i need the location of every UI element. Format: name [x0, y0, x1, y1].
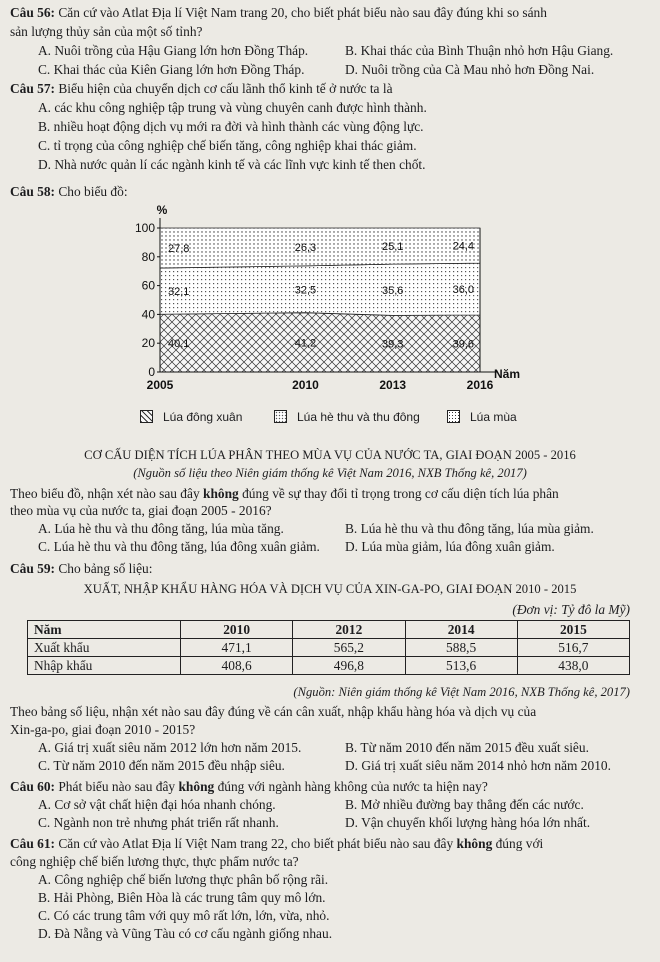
y-tick-label: 40 [141, 307, 155, 322]
series-area-he-thu [160, 263, 480, 315]
q57-option-d[interactable]: D. Nhà nước quản lí các ngành kinh tế và các lĩnh vực kinh tế then chốt. [38, 157, 426, 172]
table-cell: 565,2 [293, 639, 405, 657]
data-label: 27,8 [168, 243, 190, 256]
q58-question [10, 486, 559, 502]
legend-label-mua: Lúa mùa [470, 410, 517, 424]
q58-question-text: Theo biểu đồ, nhận xét nào sau đây [10, 486, 203, 501]
y-axis-title: % [156, 203, 168, 217]
q60-option-d[interactable]: D. Vận chuyển khối lượng hàng hóa lớn nhất. [345, 815, 591, 830]
table-header-row [28, 621, 630, 639]
q60-label: Câu 60: [10, 779, 56, 794]
table-row [28, 657, 630, 675]
q56-option-c[interactable]: C. Khai thác của Kiên Giang lớn hơn Đồng Tháp. [38, 62, 305, 77]
q58-chart-caption: CƠ CẤU DIỆN TÍCH LÚA PHÂN THEO MÙA VỤ CỦA NƯỚC TA, GIAI ĐOẠN 2005 - 2016 [84, 448, 576, 462]
y-tick-label: 100 [134, 221, 155, 235]
q61-option-c[interactable]: C. Có các trung tâm với quy mô rất lớn, lớn, vừa, nhỏ. [38, 908, 330, 923]
x-tick-label: 2016 [466, 378, 494, 392]
x-axis-title: Năm [494, 367, 521, 381]
data-label: 39,3 [382, 338, 404, 351]
q59-stem [10, 561, 152, 577]
data-label: 25,1 [382, 241, 404, 254]
q59-option-a[interactable]: A. Giá trị xuất siêu năm 2012 lớn hơn năm 2015. [38, 740, 302, 755]
data-label: 32,1 [168, 286, 190, 299]
q58-option-a[interactable]: A. Lúa hè thu và thu đông tăng, lúa mùa tăng. [38, 521, 284, 536]
q61-option-d[interactable]: D. Đà Nẵng và Vũng Tàu có cơ cấu ngành giống nhau. [38, 926, 333, 941]
data-label: 41,2 [294, 337, 317, 350]
q59-option-c[interactable]: C. Từ năm 2010 đến năm 2015 đều nhập siêu. [38, 758, 285, 773]
q58-label: Câu 58: [10, 184, 56, 199]
q59-question-cont: Xin-ga-po, giai đoạn 2010 - 2015? [10, 722, 196, 737]
q56-option-a[interactable]: A. Nuôi trồng của Hậu Giang lớn hơn Đồng Tháp. [38, 43, 309, 58]
q57-option-c[interactable]: C. tỉ trọng của công nghiệp chế biến tăng, công nghiệp khai thác giảm. [38, 138, 417, 153]
legend-item-dong-xuan [140, 410, 242, 424]
table-cell: 516,7 [517, 639, 629, 657]
q58-option-d[interactable]: D. Lúa mùa giảm, lúa đông xuân giảm. [345, 539, 555, 554]
legend-swatch-dong-xuan [140, 410, 153, 423]
legend-swatch-mua [447, 410, 460, 423]
series-area-mua [160, 228, 480, 268]
data-label: 36,0 [452, 284, 474, 297]
q58-text: Cho biểu đồ: [55, 184, 128, 199]
table-header-cell: 2012 [293, 621, 405, 639]
data-label: 24,4 [452, 240, 474, 253]
q60-text-2: đúng với ngành hàng không của nước ta hiện nay? [214, 779, 488, 794]
legend-item-he-thu [274, 410, 420, 424]
q59-option-b[interactable]: B. Từ năm 2010 đến năm 2015 đều xuất siêu. [345, 740, 589, 755]
data-label: 39,6 [452, 338, 474, 351]
q59-option-d[interactable]: D. Giá trị xuất siêu năm 2014 nhỏ hơn năm 2010. [345, 758, 611, 773]
table-cell: 471,1 [181, 639, 293, 657]
q57-text: Biểu hiện của chuyển dịch cơ cấu lãnh thổ kinh tế ở nước ta là [55, 81, 393, 96]
series-area-dong-xuan [160, 313, 480, 372]
q59-data-table [27, 620, 630, 675]
legend-item-mua [447, 410, 517, 424]
table-header-cell: 2014 [405, 621, 517, 639]
q58-option-b[interactable]: B. Lúa hè thu và thu đông tăng, lúa mùa giảm. [345, 521, 594, 536]
q60-emphasis: không [178, 779, 215, 794]
table-header-cell: 2015 [517, 621, 629, 639]
q59-label: Câu 59: [10, 561, 56, 576]
data-label: 35,6 [382, 284, 404, 297]
y-tick-label: 0 [148, 365, 155, 379]
q61-emphasis: không [456, 836, 493, 851]
legend-label-dong-xuan: Lúa đông xuân [163, 410, 243, 424]
table-header-cell: Năm [28, 621, 181, 639]
q59-table-unit: (Đơn vị: Tỷ đô la Mỹ) [512, 602, 630, 617]
table-cell: 408,6 [181, 657, 293, 675]
rice-area-chart [0, 198, 660, 418]
q60-option-b[interactable]: B. Mở nhiều đường bay thẳng đến các nước. [345, 797, 584, 812]
q61-text: Căn cứ vào Atlat Địa lí Việt Nam trang 22, cho biết phát biểu nào sau đây [55, 836, 457, 851]
data-label: 40,1 [168, 338, 190, 351]
q61-label: Câu 61: [10, 836, 56, 851]
q57-option-b[interactable]: B. nhiều hoạt động dịch vụ mới ra đời và hình thành các vùng động lực. [38, 119, 424, 134]
q56-text: Căn cứ vào Atlat Địa lí Việt Nam trang 20, cho biết phát biểu nào sau đây đúng khi so sánh [55, 5, 547, 20]
q59-table-source: (Nguồn: Niên giám thống kê Việt Nam 2016, NXB Thống kê, 2017) [293, 685, 630, 699]
q61-option-b[interactable]: B. Hải Phòng, Biên Hòa là các trung tâm quy mô lớn. [38, 890, 326, 905]
legend-label-he-thu: Lúa hè thu và thu đông [297, 410, 420, 424]
data-label: 26,3 [294, 241, 317, 254]
q60-option-a[interactable]: A. Cơ sở vật chất hiện đại hóa nhanh chóng. [38, 797, 276, 812]
table-cell: 513,6 [405, 657, 517, 675]
x-tick-label: 2005 [146, 378, 174, 392]
data-label: 32,5 [294, 284, 317, 297]
q59-table-title: XUẤT, NHẬP KHẨU HÀNG HÓA VÀ DỊCH VỤ CỦA XIN-GA-PO, GIAI ĐOẠN 2010 - 2015 [83, 582, 577, 596]
q56-stem [10, 5, 547, 21]
q61-stem [10, 836, 543, 852]
table-header-cell: 2010 [181, 621, 293, 639]
q58-chart-source: (Nguồn số liệu theo Niên giám thống kê Việt Nam 2016, NXB Thống kê, 2017) [133, 466, 527, 480]
q59-text: Cho bảng số liệu: [55, 561, 153, 576]
q57-stem [10, 81, 393, 97]
y-tick-label: 60 [141, 278, 155, 293]
q58-question-emphasis: không [203, 486, 239, 501]
y-tick-label: 20 [141, 336, 155, 351]
table-cell: 496,8 [293, 657, 405, 675]
q61-text-2: đúng với [492, 836, 544, 851]
y-tick-label: 80 [141, 249, 155, 264]
q56-label: Câu 56: [10, 5, 56, 20]
q58-question-cont: theo mùa vụ của nước ta, giai đoạn 2005 - 2016? [10, 503, 272, 518]
table-cell: 438,0 [517, 657, 629, 675]
legend-swatch-he-thu [274, 410, 287, 423]
table-cell: Nhập khẩu [28, 657, 181, 675]
q57-option-a[interactable]: A. các khu công nghiệp tập trung và vùng chuyên canh được hình thành. [38, 100, 427, 115]
q56-stem-cont: sản lượng thủy sản của một số tỉnh? [10, 24, 203, 39]
table-cell: Xuất khẩu [28, 639, 181, 657]
table-row [28, 639, 630, 657]
q60-stem [10, 779, 488, 795]
x-tick-label: 2010 [292, 378, 319, 392]
q56-option-b[interactable]: B. Khai thác của Bình Thuận nhỏ hơn Hậu Giang. [345, 43, 614, 58]
q61-option-a[interactable]: A. Công nghiệp chế biến lương thực phân bố rộng rãi. [38, 872, 329, 887]
q61-stem-cont: công nghiệp chế biến lương thực, thực phẩm nước ta? [10, 854, 299, 869]
q58-option-c[interactable]: C. Lúa hè thu và thu đông tăng, lúa đông xuân giảm. [38, 539, 320, 554]
table-cell: 588,5 [405, 639, 517, 657]
q57-label: Câu 57: [10, 81, 56, 96]
q60-option-c[interactable]: C. Ngành non trẻ nhưng phát triển rất nhanh. [38, 815, 279, 830]
x-tick-label: 2013 [379, 378, 407, 392]
q59-question: Theo bảng số liệu, nhận xét nào sau đây đúng về cán cân xuất, nhập khẩu hàng hóa và dịch vụ của [10, 704, 537, 719]
q58-question-text-2: đúng về sự thay đổi tỉ trọng trong cơ cấu diện tích lúa phân [238, 486, 559, 501]
q60-text: Phát biểu nào sau đây [55, 779, 179, 794]
q56-option-d[interactable]: D. Nuôi trồng của Cà Mau nhỏ hơn Đồng Nai. [345, 62, 595, 77]
chart-areas [160, 228, 480, 372]
